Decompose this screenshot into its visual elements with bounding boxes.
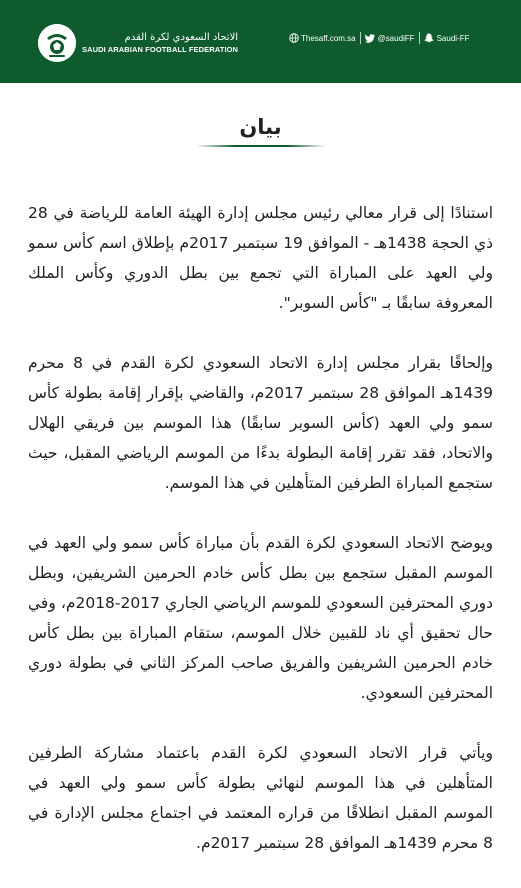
paragraph: ويأتي قرار الاتحاد السعودي لكرة القدم باعتماد مشاركة الطرفين المتأهلين في هذا الموسم لنهائي بطولة كأس سمو ولي العهد في الموسم المقبل انطلاقًا من قراره المعتمد في اجتماع مجلس الإدارة في 8 محرم 1439هـ الموافق 28 سبتمبر 2017م. <box>28 744 493 852</box>
website-link[interactable] <box>288 33 356 44</box>
divider <box>419 32 420 44</box>
title-section <box>0 115 521 147</box>
paragraph: استنادًا إلى قرار معالي رئيس مجلس إدارة الهيئة العامة للرياضة في 28 ذي الحجة 1438هـ - الموافق 19 سبتمبر 2017م بإطلاق اسم كأس سمو ولي العهد على المباراة التي تجمع بين بطل الدوري وكأس الملك المعروفة سابقًا بـ "كأس السوبر". <box>28 204 493 312</box>
globe-icon <box>288 33 299 44</box>
header-bar <box>0 0 521 83</box>
snapchat-icon <box>424 33 435 44</box>
twitter-text: @saudiFF <box>377 33 415 43</box>
paragraph: وإلحاقًا بقرار مجلس إدارة الاتحاد السعودي لكرة القدم في 8 محرم 1439هـ الموافق 28 سبتمبر 2017م، والقاضي بإقرار إقامة بطولة كأس سمو ولي العهد (كأس السوبر سابقًا) هذا الموسم بين فريقي الهلال والاتحاد، فقد تقرر إقامة البطولة بدءًا من الموسم الرياضي المقبل، حيث ستجمع المباراة الطرفين المتأهلين في هذا الموسم. <box>28 354 493 492</box>
statement-body <box>28 198 493 888</box>
website-text: Thesaff.com.sa <box>301 33 356 43</box>
federation-brand <box>38 24 238 62</box>
divider <box>360 32 361 44</box>
snapchat-link[interactable] <box>424 33 470 44</box>
contact-links <box>288 32 469 44</box>
federation-logo <box>38 24 76 62</box>
brand-name-english: SAUDI ARABIAN FOOTBALL FEDERATION <box>82 45 239 54</box>
page-title: بيان <box>239 115 282 139</box>
twitter-icon <box>365 33 376 44</box>
snapchat-text: Saudi-FF <box>436 33 470 43</box>
twitter-link[interactable] <box>365 33 415 44</box>
title-underline <box>196 145 326 147</box>
brand-name-arabic: الاتحاد السعودي لكرة القدم <box>124 32 239 43</box>
paragraph: ويوضح الاتحاد السعودي لكرة القدم بأن مباراة كأس سمو ولي العهد في الموسم المقبل ستجمع بين بطل كأس خادم الحرمين الشريفين، وبطل دوري المحترفين السعودي للموسم الرياضي الجاري 2017-2018م، وفي حال تحقيق أي ناد للقبين خلال الموسم، ستقام المباراة بين بطل كأس خادم الحرمين الشريفين والفريق صاحب المركز الثاني في بطولة دوري المحترفين السعودي. <box>28 534 493 702</box>
